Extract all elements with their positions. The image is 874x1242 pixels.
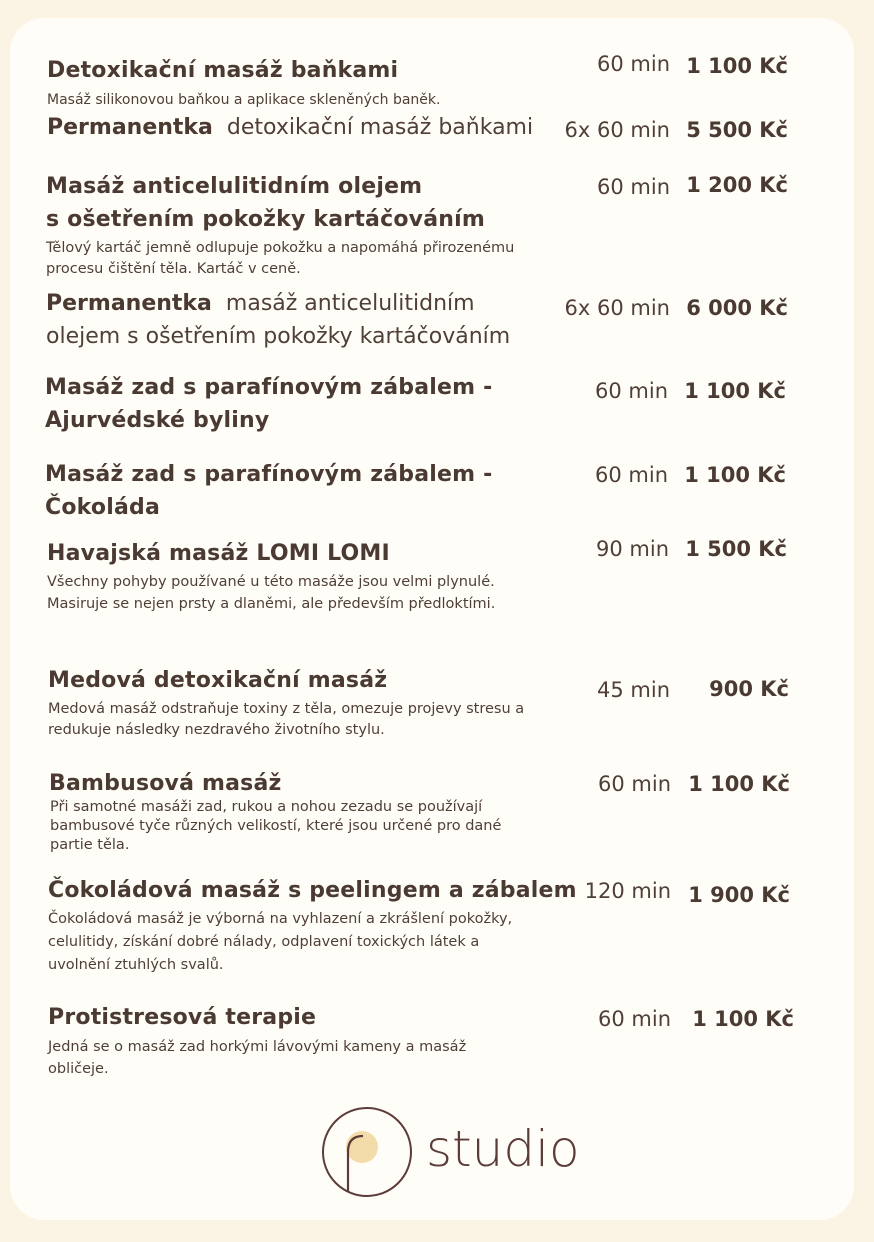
item-duration: 60 min <box>598 772 671 796</box>
item-description: Při samotné masáži zad, rukou a nohou zezadu se používají bambusové tyče různých velikostí, které jsou určené pro dané partie těla. <box>50 799 502 853</box>
item-title: Havajská masáž LOMI LOMI <box>47 541 390 566</box>
item-duration: 45 min <box>597 678 670 702</box>
item-price: 900 Kč <box>709 677 789 701</box>
item-duration: 60 min <box>598 1007 671 1031</box>
item-title-line-2: s ošetřením pokožky kartáčováním <box>46 207 485 232</box>
item-title: Masáž zad s parafínovým zábalem - <box>45 375 493 400</box>
item-description: Všechny pohyby používané u této masáže jsou velmi plynulé. <box>47 574 495 590</box>
item-price: 1 100 Kč <box>692 1007 794 1031</box>
item-price: 1 100 Kč <box>684 463 786 487</box>
item-duration: 6x 60 min <box>564 296 670 320</box>
item-title: Masáž anticelulitidním olejem <box>46 174 423 199</box>
item-title: Masáž zad s parafínovým zábalem - <box>45 462 493 487</box>
item-price: 1 100 Kč <box>686 54 788 78</box>
item-duration: 60 min <box>597 175 670 199</box>
permanentka-line <box>46 291 475 316</box>
permanentka-text-line-2: olejem s ošetřením pokožky kartáčováním <box>46 324 511 349</box>
item-title-line-2: Ajurvédské byliny <box>45 408 270 433</box>
permanentka-text: masáž anticelulitidním <box>225 291 475 316</box>
item-title: Detoxikační masáž baňkami <box>47 58 399 83</box>
permanentka-line <box>47 115 533 140</box>
item-price: 1 100 Kč <box>688 772 790 796</box>
item-description-line-2: Masiruje se nejen prsty a dlaněmi, ale především předloktími. <box>47 596 496 612</box>
item-description: Medová masáž odstraňuje toxiny z těla, omezuje projevy stresu a redukuje následky nezdravého životního stylu. <box>48 701 525 738</box>
item-description: Čokoládová masáž je výborná na vyhlazení a zkrášlení pokožky, celulitidy, získání dobré nálady, odplavení toxických látek a uvolnění ztuhlých svalů. <box>48 911 513 973</box>
item-title: Čokoládová masáž s peelingem a zábalem <box>48 878 577 903</box>
item-title: Bambusová masáž <box>49 771 282 796</box>
item-title: Protistresová terapie <box>48 1005 317 1030</box>
item-duration: 60 min <box>597 52 670 76</box>
item-duration: 60 min <box>595 379 668 403</box>
item-description: Masáž silikonovou baňkou a aplikace skleněných baněk. <box>47 92 441 108</box>
item-price: 5 500 Kč <box>686 118 788 142</box>
item-duration: 90 min <box>596 537 669 561</box>
item-price: 6 000 Kč <box>686 296 788 320</box>
permanentka-label: Permanentka <box>46 291 212 316</box>
permanentka-label: Permanentka <box>47 115 213 140</box>
item-title-line-2: Čokoláda <box>45 495 160 520</box>
item-price: 1 100 Kč <box>684 379 786 403</box>
item-duration: 120 min <box>584 879 671 903</box>
item-title: Medová detoxikační masáž <box>48 668 388 693</box>
item-price: 1 900 Kč <box>688 883 790 907</box>
item-price: 1 500 Kč <box>685 537 787 561</box>
studio-logo-mark <box>318 1104 418 1198</box>
item-duration: 6x 60 min <box>564 118 670 142</box>
item-description: Jedná se o masáž zad horkými lávovými kameny a masáž obličeje. <box>48 1039 467 1077</box>
logo-text: studio <box>426 1120 580 1178</box>
item-duration: 60 min <box>595 463 668 487</box>
item-description: Tělový kartáč jemně odlupuje pokožku a napomáhá přirozenému procesu čištění těla. Kartáč v ceně. <box>46 240 515 277</box>
item-price: 1 200 Kč <box>686 173 788 197</box>
permanentka-text: detoxikační masáž baňkami <box>226 115 534 140</box>
